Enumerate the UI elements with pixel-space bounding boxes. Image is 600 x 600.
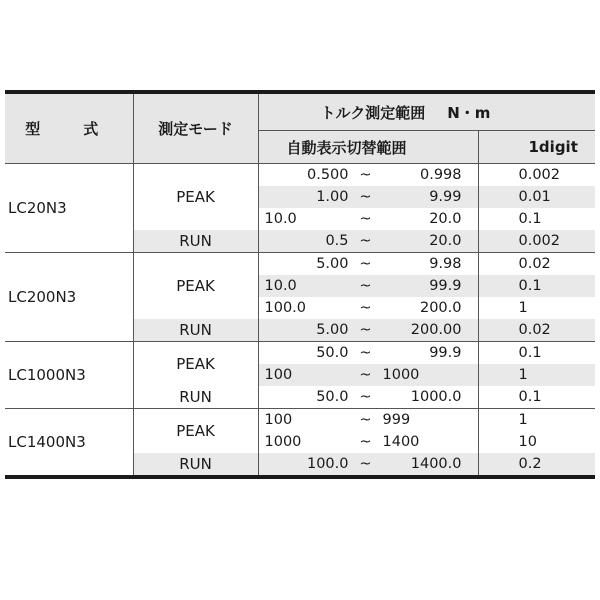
mode-cell: RUN bbox=[133, 453, 258, 477]
range-cell: 50.0 ~ 1000.0 bbox=[258, 386, 478, 409]
digit-cell: 0.01 bbox=[478, 186, 595, 208]
range-cell: 100.0 ~ 200.0 bbox=[258, 297, 478, 319]
digit-cell: 1 bbox=[478, 297, 595, 319]
digit-cell: 0.1 bbox=[478, 275, 595, 297]
mode-cell: PEAK bbox=[133, 342, 258, 387]
range-cell: 100.0 ~ 1400.0 bbox=[258, 453, 478, 477]
range-cell: 100 ~ 1000 bbox=[258, 364, 478, 386]
model-cell: LC1000N3 bbox=[5, 342, 133, 409]
unit-label: N・m bbox=[447, 103, 491, 122]
mode-cell: PEAK bbox=[133, 164, 258, 231]
model-cell: LC200N3 bbox=[5, 253, 133, 342]
digit-cell: 0.1 bbox=[478, 342, 595, 365]
mode-cell: RUN bbox=[133, 230, 258, 253]
digit-cell: 1 bbox=[478, 409, 595, 432]
range-cell: 10.0 ~ 99.9 bbox=[258, 275, 478, 297]
torque-range-header bbox=[258, 92, 595, 131]
range-cell: 0.5 ~ 20.0 bbox=[258, 230, 478, 253]
model-header: 型 式 bbox=[5, 92, 133, 164]
range-cell: 1000 ~ 1400 bbox=[258, 431, 478, 453]
mode-cell: RUN bbox=[133, 386, 258, 409]
range-cell: 5.00 ~ 9.98 bbox=[258, 253, 478, 276]
range-cell: 1.00 ~ 9.99 bbox=[258, 186, 478, 208]
range-cell: 5.00 ~ 200.00 bbox=[258, 319, 478, 342]
digit-cell: 1 bbox=[478, 364, 595, 386]
auto-switch-header: 自動表示切替範囲 bbox=[258, 131, 478, 164]
mode-cell: RUN bbox=[133, 319, 258, 342]
range-cell: 100 ~ 999 bbox=[258, 409, 478, 432]
digit-cell: 0.002 bbox=[478, 164, 595, 187]
range-cell: 0.500 ~ 0.998 bbox=[258, 164, 478, 187]
mode-header: 測定モード bbox=[133, 92, 258, 164]
digit-cell: 0.02 bbox=[478, 253, 595, 276]
digit-cell: 0.02 bbox=[478, 319, 595, 342]
digit-cell: 10 bbox=[478, 431, 595, 453]
range-cell: 50.0 ~ 99.9 bbox=[258, 342, 478, 365]
mode-cell: PEAK bbox=[133, 409, 258, 454]
mode-cell: PEAK bbox=[133, 253, 258, 320]
torque-spec-table bbox=[5, 90, 595, 479]
digit-cell: 0.002 bbox=[478, 230, 595, 253]
model-cell: LC1400N3 bbox=[5, 409, 133, 478]
digit-cell: 0.2 bbox=[478, 453, 595, 477]
torque-range-label: トルク測定範囲 bbox=[320, 103, 426, 122]
digit-header: 1digit bbox=[478, 131, 595, 164]
digit-cell: 0.1 bbox=[478, 208, 595, 230]
range-cell: 10.0 ~ 20.0 bbox=[258, 208, 478, 230]
digit-cell: 0.1 bbox=[478, 386, 595, 409]
model-cell: LC20N3 bbox=[5, 164, 133, 253]
